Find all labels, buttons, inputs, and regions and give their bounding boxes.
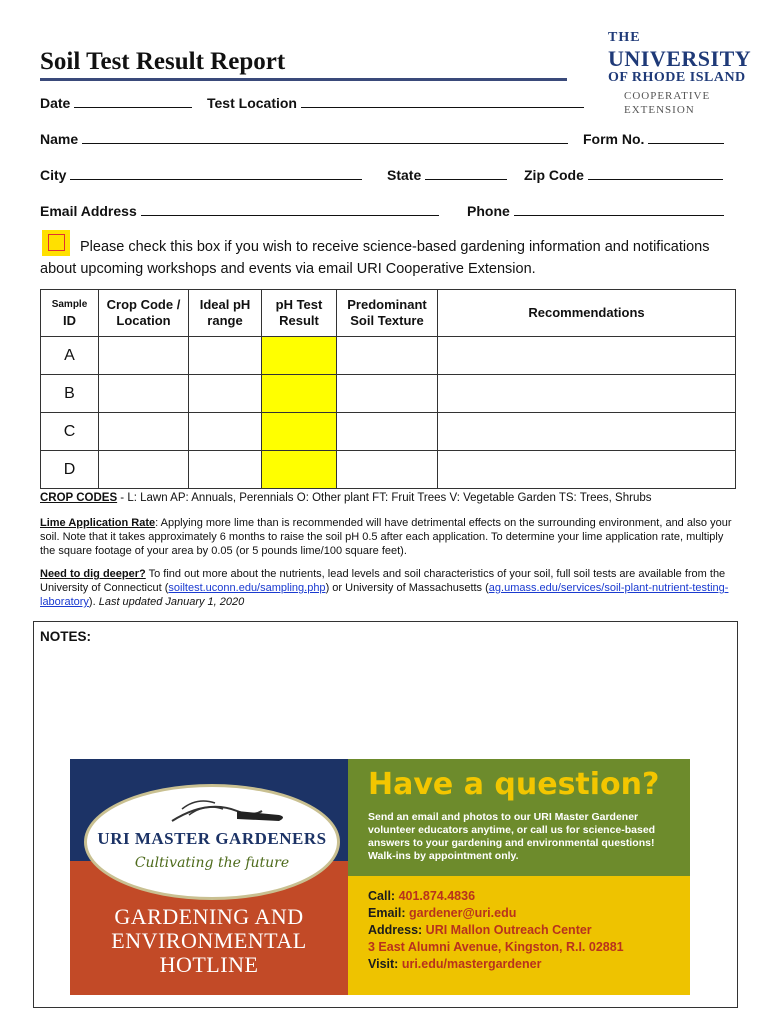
hotline-title <box>70 905 348 977</box>
city-field[interactable] <box>40 167 362 183</box>
optin-text: Please check this box if you wish to receive science-based gardening information and notifications about upcoming workshops and events via email URI Cooperative Extension. <box>40 239 710 277</box>
deeper-text-3: ). <box>88 596 99 608</box>
sample-id-cell: C <box>41 413 99 451</box>
master-gardeners-logo <box>84 784 340 900</box>
call-value[interactable]: 401.874.4836 <box>398 889 476 903</box>
table-row <box>41 375 736 413</box>
sample-id-cell: A <box>41 337 99 375</box>
hotline-banner <box>70 759 690 995</box>
address-line <box>368 922 678 939</box>
phone-label: Phone <box>467 203 510 219</box>
zip-label: Zip Code <box>524 167 584 183</box>
name-label: Name <box>40 131 79 147</box>
city-input-line[interactable] <box>70 167 362 180</box>
table-row <box>41 337 736 375</box>
header-id: ID <box>63 313 76 328</box>
form-no-label: Form No. <box>583 131 645 147</box>
ph-result-cell[interactable] <box>262 375 337 413</box>
city-label: City <box>40 167 67 183</box>
phone-field[interactable] <box>467 203 724 219</box>
zip-input-line[interactable] <box>588 167 723 180</box>
ph-result-cell[interactable] <box>262 451 337 489</box>
test-location-input-line[interactable] <box>301 95 584 108</box>
ideal-ph-cell[interactable] <box>189 451 262 489</box>
logo-line-4: COOPERATIVE <box>624 90 711 102</box>
last-updated: Last updated January 1, 2020 <box>98 596 245 608</box>
date-label: Date <box>40 95 71 111</box>
recommendations-cell[interactable] <box>438 337 736 375</box>
header-sample-small: Sample <box>51 299 88 310</box>
visit-label: Visit: <box>368 957 399 971</box>
lime-text: : Applying more lime than is recommended will have detrimental effects on the surrounding environment, and also your soil. Note that it takes approximately 6 months to raise the soil pH 0.5 after each application. To determine your lime application rate, multiply the square footage of your area by 0.05 (or 5 pounds lime/100 square feet). <box>40 517 732 557</box>
state-input-line[interactable] <box>425 167 507 180</box>
email-value[interactable]: gardener@uri.edu <box>409 906 517 920</box>
contact-info <box>368 888 678 973</box>
title-rule <box>40 78 567 81</box>
crop-codes <box>40 492 652 504</box>
state-label: State <box>387 167 422 183</box>
name-field[interactable] <box>40 131 568 147</box>
header-ideal-ph: Ideal pH range <box>189 290 262 337</box>
email-input-line[interactable] <box>141 203 439 216</box>
table-row <box>41 451 736 489</box>
page-title: Soil Test Result Report <box>40 48 286 75</box>
trowel-icon <box>87 791 337 833</box>
email-line <box>368 905 678 922</box>
phone-input-line[interactable] <box>514 203 724 216</box>
deeper-text-1: To find out more about the nutrients, lead levels and soil characteristics of your soil, full soil tests are available from the University of Connecticut ( <box>40 568 726 594</box>
texture-cell[interactable] <box>337 337 438 375</box>
address-label: Address: <box>368 923 423 937</box>
crop-cell[interactable] <box>99 375 189 413</box>
crop-codes-text: - L: Lawn AP: Annuals, Perennials O: Other plant FT: Fruit Trees V: Vegetable Garden TS: Trees, Shrubs <box>117 492 652 504</box>
logo-line-3: OF RHODE ISLAND <box>608 70 746 85</box>
lime-paragraph <box>40 516 740 558</box>
umass-link[interactable]: ag.umass.edu/services/soil-plant-nutrient-testing-laboratory <box>40 582 729 608</box>
hotline-line-1: GARDENING AND <box>114 904 304 929</box>
lime-label: Lime Application Rate <box>40 517 156 529</box>
question-body: Send an email and photos to our URI Master Gardener volunteer educators anytime, or call us for science-based answers to your gardening and environmental questions! Walk-ins by appointment only. <box>368 811 656 862</box>
email-label: Email: <box>368 906 406 920</box>
call-label: Call: <box>368 889 396 903</box>
texture-cell[interactable] <box>337 451 438 489</box>
header-soil-texture: Predominant Soil Texture <box>337 290 438 337</box>
ph-result-cell[interactable] <box>262 413 337 451</box>
header-ph-result: pH Test Result <box>262 290 337 337</box>
header-sample-id <box>41 290 99 337</box>
recommendations-cell[interactable] <box>438 375 736 413</box>
table-header-row <box>41 290 736 337</box>
texture-cell[interactable] <box>337 413 438 451</box>
crop-cell[interactable] <box>99 337 189 375</box>
address-value-2: 3 East Alumni Avenue, Kingston, R.I. 02881 <box>368 940 624 954</box>
notes-label: NOTES: <box>40 629 92 644</box>
deeper-label: Need to dig deeper? <box>40 568 146 580</box>
ph-result-cell[interactable] <box>262 337 337 375</box>
call-line <box>368 888 678 905</box>
sample-id-cell: B <box>41 375 99 413</box>
crop-cell[interactable] <box>99 451 189 489</box>
deeper-text-2: ) or University of Massachusetts ( <box>325 582 489 594</box>
question-heading: Have a question? <box>368 767 660 802</box>
uconn-link[interactable]: soiltest.uconn.edu/sampling.php <box>168 582 326 594</box>
crop-codes-label: CROP CODES <box>40 492 118 504</box>
test-location-field[interactable] <box>207 95 584 111</box>
sample-id-cell: D <box>41 451 99 489</box>
table-row <box>41 413 736 451</box>
master-gardeners-tagline: Cultivating the future <box>134 855 290 871</box>
hotline-line-3: HOTLINE <box>159 952 259 977</box>
recommendations-cell[interactable] <box>438 413 736 451</box>
ideal-ph-cell[interactable] <box>189 375 262 413</box>
test-location-label: Test Location <box>207 95 297 111</box>
ideal-ph-cell[interactable] <box>189 413 262 451</box>
logo-line-5: EXTENSION <box>624 104 695 116</box>
master-gardeners-name: URI MASTER GARDENERS <box>97 829 327 848</box>
email-field[interactable] <box>40 203 439 219</box>
address-value-1: URI Mallon Outreach Center <box>425 923 592 937</box>
email-label: Email Address <box>40 203 137 219</box>
recommendations-cell[interactable] <box>438 451 736 489</box>
date-input-line[interactable] <box>74 95 192 108</box>
logo-line-1: THE <box>608 30 641 45</box>
logo-line-2: UNIVERSITY <box>608 46 752 71</box>
form-no-input-line[interactable] <box>648 131 724 144</box>
visit-line <box>368 956 678 973</box>
deeper-paragraph <box>40 567 740 609</box>
hotline-line-2: ENVIRONMENTAL <box>111 928 307 953</box>
header-recommendations: Recommendations <box>438 290 736 337</box>
state-field[interactable] <box>387 167 507 183</box>
zip-field[interactable] <box>524 167 723 183</box>
date-field[interactable] <box>40 95 192 111</box>
form-no-field[interactable] <box>583 131 724 147</box>
crop-cell[interactable] <box>99 413 189 451</box>
ideal-ph-cell[interactable] <box>189 337 262 375</box>
texture-cell[interactable] <box>337 375 438 413</box>
name-input-line[interactable] <box>82 131 568 144</box>
header-crop-code: Crop Code / Location <box>99 290 189 337</box>
results-table <box>40 289 736 489</box>
visit-value[interactable]: uri.edu/mastergardener <box>401 957 542 971</box>
